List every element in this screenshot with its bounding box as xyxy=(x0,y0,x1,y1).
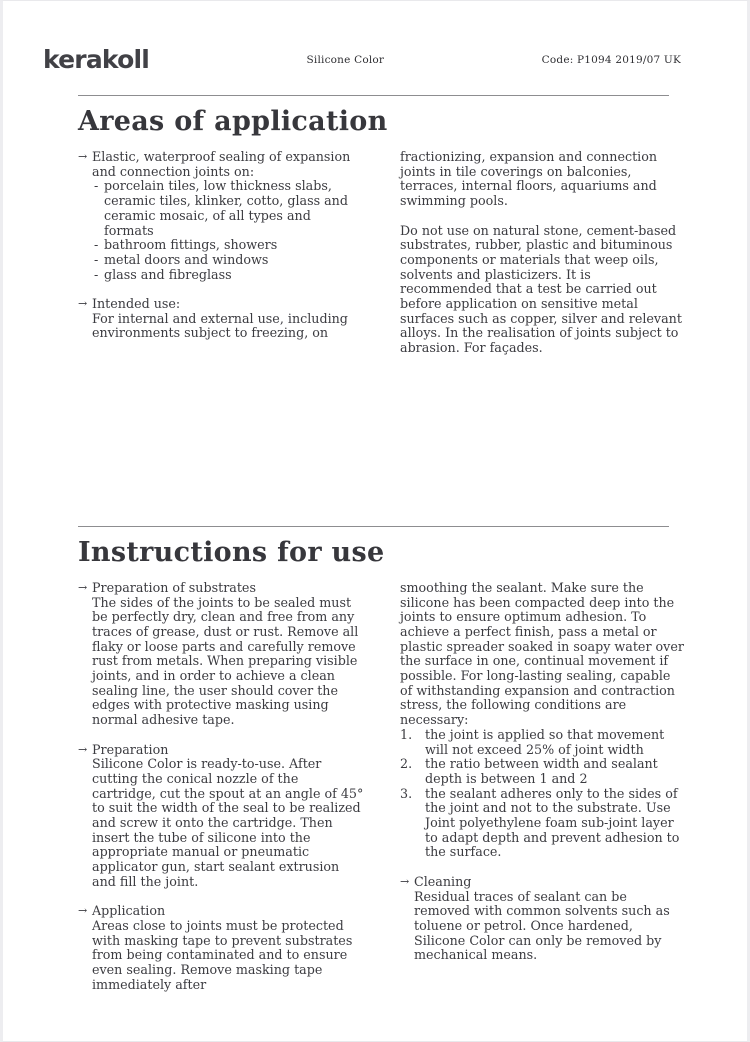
page-content xyxy=(78,95,684,992)
conditions-list xyxy=(400,728,686,860)
dash-icon: - xyxy=(94,266,99,282)
areas-left-column xyxy=(78,150,364,356)
bullet-text: porcelain tiles, low thickness slabs, ceramic tiles, klinker, cotto, glass and ceramic mosaic, of all types and formats xyxy=(104,178,348,238)
bullet-text: glass and fibreglass xyxy=(104,266,232,282)
areas-intended-use-body: For internal and external use, including environments subject to freezing, on xyxy=(92,310,348,341)
header-doc-code: Code: P1094 2019/07 UK xyxy=(541,53,681,66)
areas-columns xyxy=(78,149,682,356)
condition-text: the ratio between width and sealant depth is between 1 and 2 xyxy=(425,756,658,786)
cleaning-body: Residual traces of sealant can be removed with common solvents such as toluene or petrol. Once hardened, Silicone Color can only be removed by mechanical means. xyxy=(414,888,670,963)
instructions-columns xyxy=(78,579,684,993)
arrow-icon: → xyxy=(78,150,88,163)
preparation-substrates-lead: Preparation of substrates xyxy=(92,579,256,595)
dash-icon: - xyxy=(94,178,99,194)
areas-right-column xyxy=(400,150,686,356)
spacer xyxy=(400,860,686,875)
page-header xyxy=(3,1,747,74)
instructions-left-column xyxy=(78,581,364,993)
list-item xyxy=(400,728,686,757)
list-item xyxy=(78,581,364,728)
list-item xyxy=(400,757,686,786)
list-number: 3. xyxy=(400,785,413,801)
application-lead: Application xyxy=(92,903,166,919)
section-divider xyxy=(78,526,669,527)
arrow-icon: → xyxy=(78,580,88,594)
paragraph: Do not use on natural stone, cement-based substrates, rubber, plastic and bituminous components or materials that weep oils, solvents and plasticizers. It is recommended that a test be carried out before application on sensitive metal surfaces such as copper, silver and relevant alloys. In the realisation of joints subject to abrasion. For façades. xyxy=(400,222,682,356)
list-item xyxy=(92,268,364,283)
arrow-icon: → xyxy=(78,904,88,918)
list-item xyxy=(92,179,364,238)
application-body: Areas close to joints must be protected with masking tape to prevent substrates from being contaminated and to ensure even sealing. Remove masking tape immediately after xyxy=(92,917,353,992)
preparation-substrates-body: The sides of the joints to be sealed must be perfectly dry, clean and free from any traces of grease, dust or rust. Remove all flaky or loose parts and carefully remove rust from metals. When preparing visible joints, and in order to achieve a clean sealing line, the user should cover the edges with protective masking using normal adhesive tape. xyxy=(92,594,359,728)
paragraph: fractionizing, expansion and connection joints in tile coverings on balconies, terraces, internal floors, aquariums and swimming pools. xyxy=(400,149,658,209)
list-item xyxy=(78,297,364,341)
section-title-areas-of-application: Areas of application xyxy=(78,106,388,137)
list-item xyxy=(78,904,364,992)
list-item xyxy=(92,238,364,253)
arrow-icon: → xyxy=(78,742,88,756)
areas-bullet-list xyxy=(92,179,364,282)
preparation-body: Silicone Color is ready-to-use. After cutting the conical nozzle of the cartridge, cut the spout at an angle of 45° to suit the width of the seal to be realized and screw it onto the cartridge. Then insert the tube of silicone into the appropriate manual or pneumatic applicator gun, start sealant extrusion and fill the joint. xyxy=(92,756,364,889)
condition-text: the sealant adheres only to the sides of the joint and not to the substrate. Use Joint polyethylene foam sub-joint layer to adapt depth and prevent adhesion to the surface. xyxy=(425,785,680,860)
arrow-icon: → xyxy=(400,874,410,888)
dash-icon: - xyxy=(94,251,99,267)
areas-intended-use-lead: Intended use: xyxy=(92,296,181,312)
list-item xyxy=(78,150,364,282)
instructions-right-column xyxy=(400,581,686,993)
bullet-text: metal doors and windows xyxy=(104,251,269,267)
dash-icon: - xyxy=(94,237,99,253)
condition-text: the joint is applied so that movement will not exceed 25% of joint width xyxy=(425,726,665,757)
cleaning-lead: Cleaning xyxy=(414,873,472,889)
header-product-name: Silicone Color xyxy=(306,53,385,66)
list-number: 1. xyxy=(400,726,413,742)
header-divider xyxy=(78,95,669,96)
list-item xyxy=(78,743,364,890)
list-item xyxy=(400,787,686,861)
areas-elastic-lead: Elastic, waterproof sealing of expansion and connection joints on: xyxy=(92,149,351,179)
kerakoll-logo: kerakoll xyxy=(43,45,149,74)
list-item xyxy=(400,875,686,963)
arrow-icon: → xyxy=(78,297,88,311)
list-item xyxy=(92,253,364,268)
list-number: 2. xyxy=(400,756,413,772)
paragraph: smoothing the sealant. Make sure the silicone has been compacted deep into the joints to ensure optimum adhesion. To achieve a perfect finish, pass a metal or plastic spreader soaked in soapy water over the surface in one, continual movement if possible. For long-lasting sealing, capable of withstanding expansion and contraction stress, the following conditions are necessary: xyxy=(400,579,684,728)
bullet-text: bathroom fittings, showers xyxy=(104,237,278,253)
section-title-instructions-for-use: Instructions for use xyxy=(78,536,385,568)
preparation-lead: Preparation xyxy=(92,741,169,757)
